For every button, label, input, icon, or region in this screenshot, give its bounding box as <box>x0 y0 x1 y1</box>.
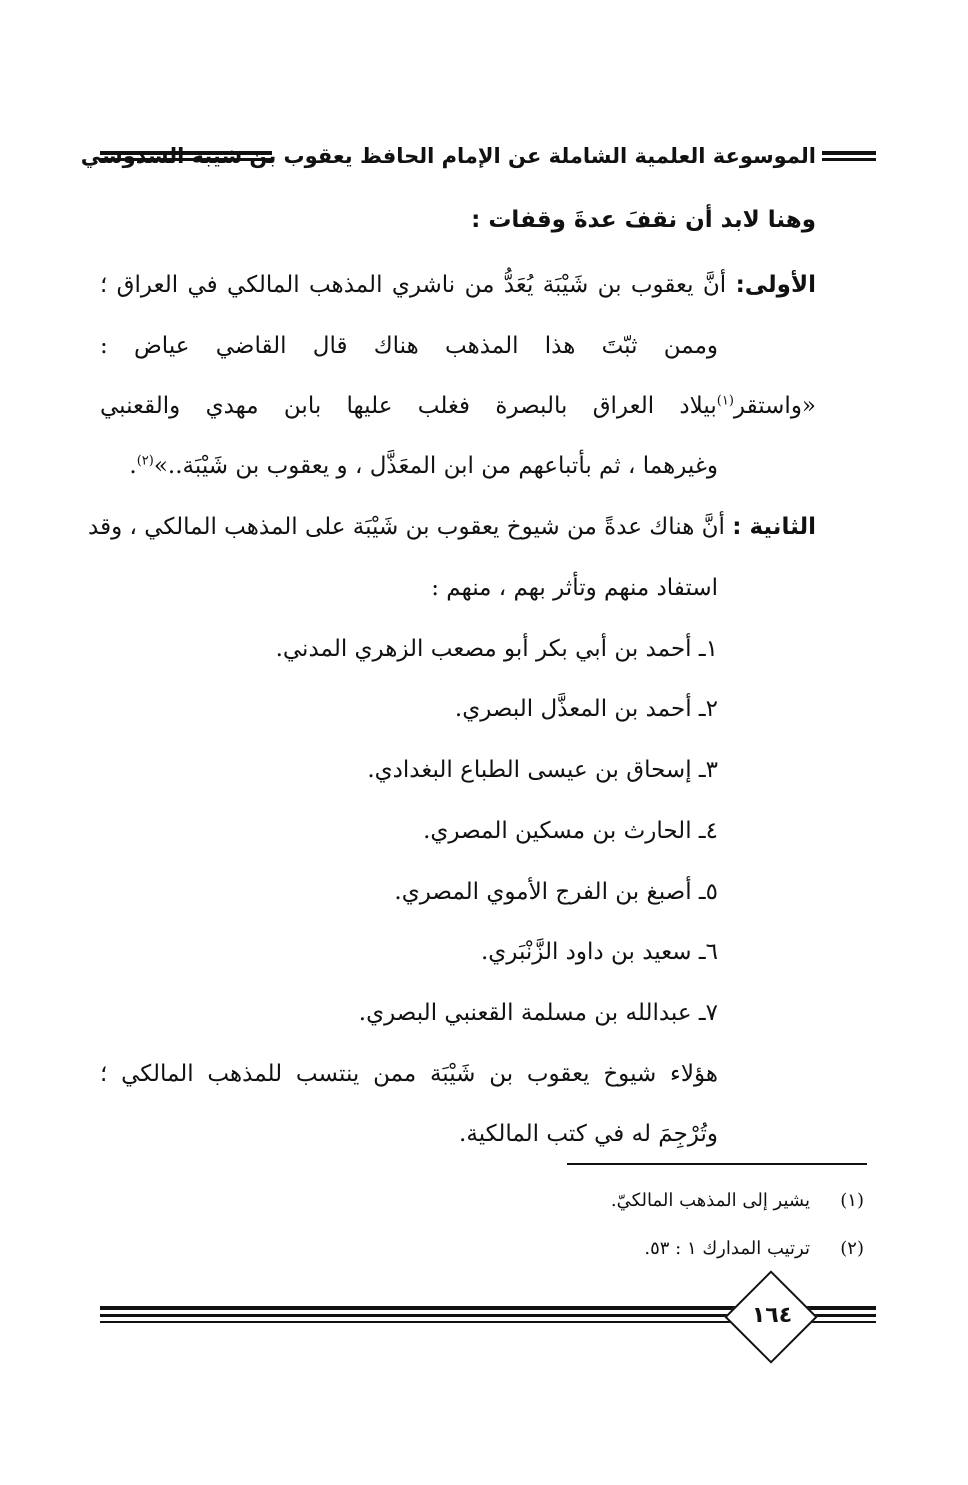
first-point-line-1 <box>100 265 816 305</box>
list-item: ٢ـ أحمد بن المعذَّل البصري. <box>454 696 718 722</box>
list-item: ٦ـ سعيد بن داود الزَّنْبَري. <box>480 939 718 965</box>
first-point-line-2: وممن ثبّتَ هذا المذهب هناك قال القاضي عياض : <box>100 333 718 359</box>
first-point-text-1: أنَّ يعقوب بن شَيْبَة يُعَدُّ من ناشري المذهب المالكي في العراق ؛ <box>100 272 727 298</box>
footnote-number: (٢) <box>840 1238 864 1259</box>
intro-heading: وهنا لابد أن نقفَ عدةَ وقفات : <box>471 207 816 233</box>
footnote-1 <box>611 1186 864 1216</box>
first-point-line-4 <box>129 446 718 486</box>
footnote-2 <box>644 1234 864 1264</box>
list-item: ٧ـ عبدالله بن مسلمة القعنبي البصري. <box>358 1000 718 1026</box>
list-item: ٤ـ الحارث بن مسكين المصري. <box>423 818 718 844</box>
list-item: ٥ـ أصبغ بن الفرج الأموي المصري. <box>394 879 718 905</box>
first-point-label: الأولى: <box>735 272 816 298</box>
footnote-ref-1[interactable]: (١) <box>716 393 734 409</box>
quote-text: بيلاد العراق بالبصرة فغلب عليها بابن مهدي والقعنبي <box>100 393 717 419</box>
footnote-separator <box>567 1163 867 1165</box>
page-number: ١٦٤ <box>751 1303 793 1328</box>
list-item: ٣ـ إسحاق بن عيسى الطباع البغدادي. <box>367 757 718 783</box>
quote-end: وغيرهما ، ثم بأتباعهم من ابن المعَذَّل ، و يعقوب بن شَيْبَة..» <box>153 453 718 479</box>
closing-line-1: هؤلاء شيوخ يعقوب بن شَيْبَة ممن ينتسب للمذهب المالكي ؛ <box>100 1061 718 1087</box>
footnote-number: (١) <box>840 1190 864 1211</box>
second-point-line-1 <box>88 507 816 547</box>
header-rule-right <box>822 151 876 161</box>
running-header <box>80 138 876 178</box>
second-point-text-1: أنَّ هناك عدةً من شيوخ يعقوب بن شَيْبَة على المذهب المالكي ، وقد <box>88 514 725 540</box>
quote-period: . <box>129 453 137 479</box>
first-point-line-3 <box>100 386 816 426</box>
closing-line-2: وتُرْجِمَ له في كتب المالكية. <box>459 1121 718 1147</box>
header-title: الموسوعة العلمية الشاملة عن الإمام الحافظ يعقوب بن شيبة السدوسي <box>80 144 816 168</box>
second-point-line-2: استفاد منهم وتأثر بهم ، منهم : <box>431 575 718 601</box>
quote-start: «واستقر <box>733 393 816 419</box>
footnote-ref-2[interactable]: (٢) <box>136 453 154 469</box>
second-point-label: الثانية : <box>732 514 816 540</box>
list-item: ١ـ أحمد بن أبي بكر أبو مصعب الزهري المدني. <box>275 636 718 662</box>
footnote-text: ترتيب المدارك ١ : ٥٣. <box>644 1238 810 1259</box>
footnote-text: يشير إلى المذهب المالكيّ. <box>610 1190 810 1211</box>
